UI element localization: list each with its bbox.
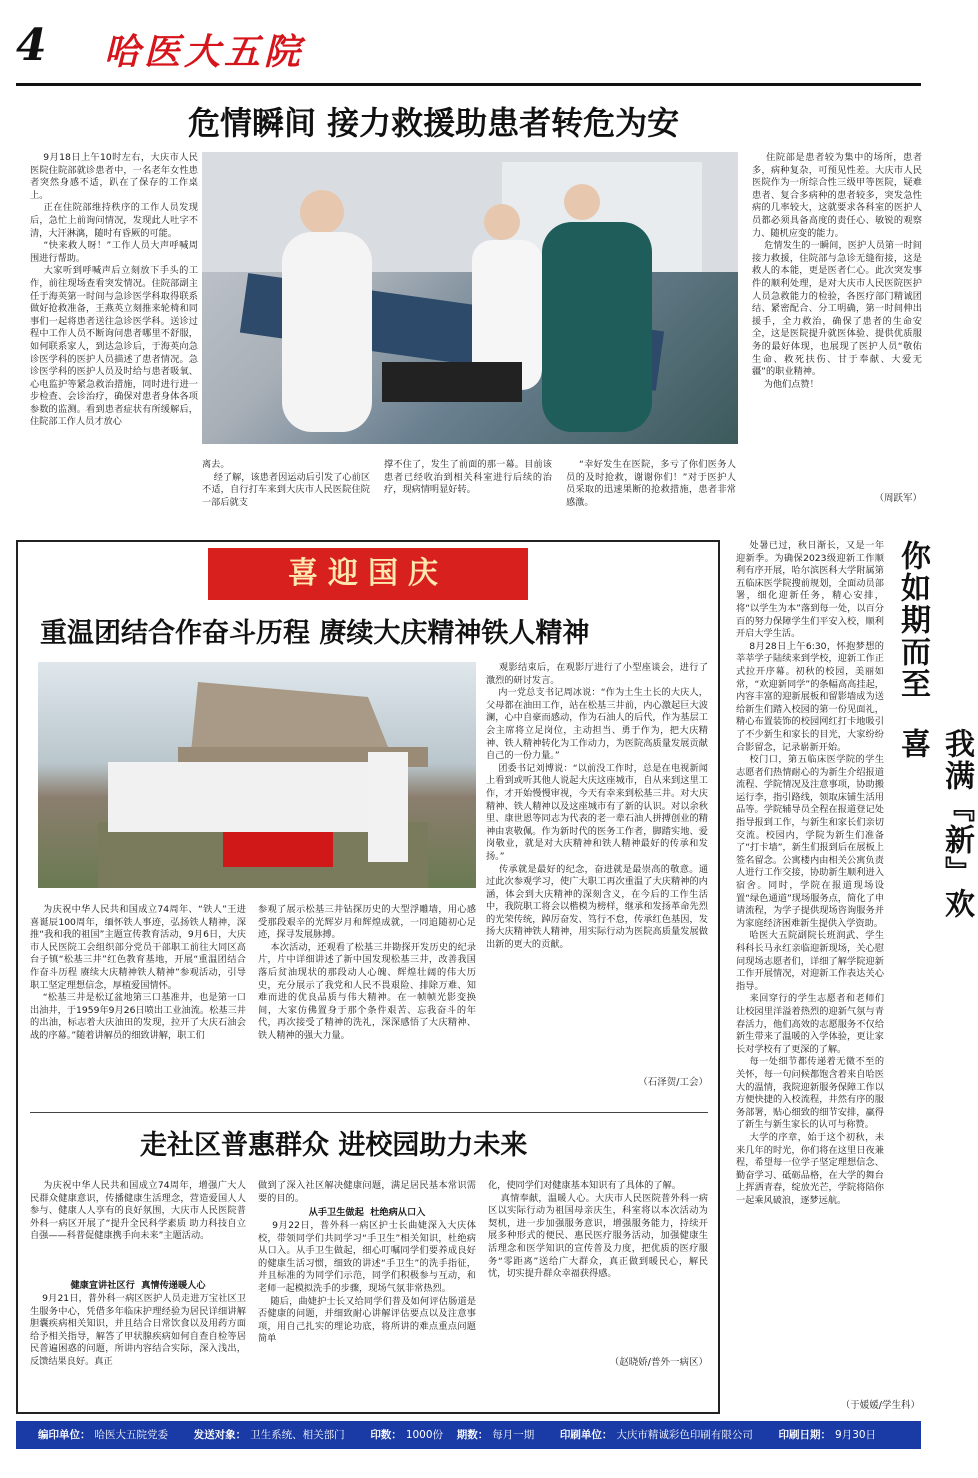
masthead-logo: 哈医大五院 (104, 31, 305, 73)
article2-photo (38, 662, 476, 888)
article3-subhead1: 健康宣讲社区行 真情传递暖人心 (70, 1280, 206, 1291)
article3-col2-wrap (258, 1180, 476, 1400)
article3-col1-wrap (30, 1180, 246, 1400)
article2-bottom-mid: 参观了展示松基三井钻探历史的大型浮雕墙，用心感受那段艰辛的光辉岁月和辉煌成就，一同追随初心足迹，探寻发展脉搏。 本次活动，还观看了松基三井勘探开发历史的纪录片，片中详细讲述了新中国发现松基三井，改善我国落后贫油现状的那段动人心魄、辉煌壮阔的伟大历史，充分展示了我党和人民不畏艰险、排除万难、知难而进的优良品质与伟大精神。在一帧帧光影变换间，大家仿佛置身于那个条件艰苦、忘我奋斗的年代，再次接受了精神的洗礼，深深感悟了大庆精神、铁人精神的强大力量。 (258, 904, 477, 1041)
article1-col1: 9月18日上午10时左右，大庆市人民医院住院部就诊患者中，一名老年女性患者突然身感不适，趴在了保存的工作桌上。 正在住院部维持秩序的工作人员发现后，急忙上前询问情况，发现此人吐字不清，大汗淋漓，随时有昏厥的可能。 “快来救人呀！”工作人员大声呼喊周围进行帮助。 大家听到呼喊声后立刻放下手头的工作，前往现场查看突发情况。住院部副主任于海英第一时间与急诊医学科取得联系做好抢救准备，王燕英立刻推来轮椅和同事们一起将患者送往急诊医学科。送诊过程中工作人员不断询问患者哪里不舒服，如何联系家人，到达急诊后，于海英向急诊医学科的医护人员描述了患者情况。急诊医学科的医护人员及时给与患者吸氧、心电监护等紧急救治措施，同时进行进一步检查、会诊治疗，确保对患者身体各项参数的监测。看到患者症状有所缓解后，住院部工作人员才放心 (30, 152, 199, 428)
article3-subhead2: 从手卫生做起 杜绝病从口入 (308, 1207, 426, 1218)
footer-date: 印刷日期： 9月30日 (778, 1429, 877, 1441)
article1-col4: 住院部是患者较为集中的场所，患者多，病种复杂，可预见性差。大庆市人民医院作为一所综合性三级甲等医院，疑难患者、复合多病种的患者较多，突发急性病的几率较大，这就要求各科室的医护人员都必须具备高度的责任心、敏锐的观察力、随机应变的能力。 危情发生的一瞬间，医护人员第一时间接力救援，住院部与急诊无缝衔接，这是救人的本能，更是医者仁心。此次突发事件的顺利处理，是对大庆市人民医院医护人员急救能力的检验，各医疗部门精诚团结、紧密配合、分工明确，第一时间伸出援手，全力救治，确保了患者的生命安全，这是医院提升就医体验、提供优质服务的最好体现，也展现了医护人员“敬佑生命、救死扶伤、甘于奉献、大爱无疆”的职业精神。 为他们点赞！ (752, 152, 923, 390)
page-number: 4 (16, 20, 47, 71)
article3-title: 走社区普惠群众 进校园助力未来 (140, 1130, 528, 1161)
footer-copies: 印数： 1000份 (370, 1429, 444, 1441)
article1-photo (202, 152, 738, 444)
article1-caption-col1: 离去。 经了解，该患者因运动后引发了心前区不适，自行打车来到大庆市人民医院住院一部后就支 (202, 459, 371, 508)
article4-title-line2: 我满『新』欢喜 (895, 728, 974, 920)
section-banner: 喜迎国庆 (208, 548, 528, 600)
footer-printer: 印刷单位： 大庆市精诚彩色印刷有限公司 (559, 1429, 753, 1441)
article3-col2b: 9月22日，普外科一病区护士长曲婕深入大庆体校，带领同学们共同学习“手卫生”相关知识，杜绝病从口入。从手卫生做起，细心叮嘱同学们要养成良好的健康生活习惯，细致的讲述“手卫生”的洗手指征，并且标准的为同学们示范，同学们积极参与互动，和老师一起模拟洗手的步骤，现场气氛非常热烈。 随后，曲婕护士长又给同学们普及如何评估肠道是否健康的问题，并细致耐心讲解评估要点以及注意事项，用自己扎实的理论功底，将所讲的难点重点问题简单 (258, 1220, 477, 1345)
article3-col1b: 9月21日，普外科一病区医护人员走进万宝社区卫生服务中心，凭借多年临床护理经验为居民详细讲解胆囊疾病相关知识，并且结合日常饮食以及用药方面给予相关指导，解答了甲状腺疾病如何自查自检等居民普遍困惑的问题，所讲内容结合实际，深入浅出，反馈结果良好。真正 (30, 1293, 246, 1367)
footer-bar (16, 1421, 921, 1449)
article1-caption-col3: “幸好发生在医院，多亏了你们医务人员的及时抢救，谢谢你们！”对于医护人员采取的迅速果断的抢救措施，患者非常感激。 (566, 459, 736, 508)
article2-bottom-left: 为庆祝中华人民共和国成立74周年、“铁人”王进喜诞辰100周年，缅怀铁人事迹，弘扬铁人精神，深推“我和我的祖国”主题宣传教育活动，9月6日，大庆市人民医院工会组织部分党员干部职工前往大同区高台子镇“松基三井”红色教育基地，开展“重温团结合作奋斗历程 赓续大庆精神铁人精神”参观活动，引导职工坚定理想信念，厚植爱国情怀。 “松基三井是松辽盆地第三口基准井，也是第一口出油井，于1959年9月26日喷出工业油流。松基三井的出油，标志着大庆油田的发现，拉开了大庆石油会战的序幕。”随着讲解员的细致讲解，职工们 (30, 904, 246, 1041)
header-divider (16, 83, 921, 86)
article4-text: 处暑已过，秋日渐长，又是一年迎新季。为确保2023级迎新工作顺利有序开展，哈尔滨医科大学附属第五临床医学院搜前规划，全面动员部署，细化迎新任务，精心安排，将“以学生为本”落到每一处，以百分百的努力保障学生们平安入校，顺利开启大学生活。 8月28日上午6:30，怀抱梦想的莘莘学子陆续来到学校，迎新工作正式拉开序幕。初秋的校园，美丽如常，“欢迎新同学”的条幅高高挂起，内容丰富的迎新展板和留影墙成为送给新生们踏入校园的第一份见面礼，精心布置装饰的校园网红打卡地吸引了不少新生和家长的目光，大家纷纷合影留念，记录崭新开始。 校门口，第五临床医学院的学生志愿者们热情耐心的为新生介绍报道流程、学院情况及注意事项，协助搬运行李，指引路线，领取床铺生活用品等。学院辅导员全程在报道登记处指导报到工作，与新生和家长们亲切交流。校园内，学院为新生们准备了“打卡墙”，新生们报到后在展板上签名留念。公寓楼内由相关公寓负责人进行工作交接，协助新生顺利进入宿舍。同时，学院在报道现场设置“绿色通道”现场服务点，简化了申请流程，为学子提供现场咨询服务并为家庭经济困难新生提供入学资助。 哈医大五院副院长班润武、学生科科长马永红亲临迎新现场，关心慰问现场志愿者们，详细了解学院迎新工作开展情况，对迎新工作表达关心指导。 来回穿行的学生志愿者和老师们让校园里洋溢着热烈的迎新气氛与青春活力，他们高效的志愿服务不仅给新生带来了温暖的入学体验，更让家长对学校有了更深的了解。 每一处细节都传递着无微不至的关怀，每一句问候都饱含着来自哈医大的温情，我院迎新服务保障工作以方便快捷的入校流程，井然有序的服务部署，贴心细致的细节安排，赢得了新生与新生家长的认可与称赞。 大学的序章，始于这个初秋，未来几年的时光，你们将在这里日夜兼程，希望每一位学子坚定理想信念、勤奋学习、砥砺品格，在大学的舞台上挥洒青春，绽放光芒，学院将陪你一起乘风破浪，逐梦远航。 (736, 540, 885, 1206)
article1-caption-col2: 撑不住了，发生了前面的那一幕。目前该患者已经收治到相关科室进行后续的治疗，现病情明显好转。 (384, 459, 552, 496)
article2-title: 重温团结合作奋斗历程 赓续大庆精神铁人精神 (40, 618, 590, 649)
article3-credit: （赵晓娇/普外一病区） (609, 1357, 708, 1368)
article1-title: 危情瞬间 接力救援助患者转危为安 (188, 104, 680, 142)
article3-col1: 为庆祝中华人民共和国成立74周年，增强广大人民群众健康意识，传播健康生活理念，营造爱国人人参与、健康人人享有的良好氛围，大庆市人民医院普外科一病区开展了“提升全民科学素质 助力科技自立自强——科普促健康携手向未来”主题活动。 (30, 1180, 246, 1242)
article4-credit: （于媛媛/学生科） (840, 1400, 920, 1411)
article2-credit: （石泽贺/工会） (638, 1077, 708, 1088)
rescue-scene-image (202, 152, 738, 444)
footer-target: 发送对象： 卫生系统、相关部门 (193, 1429, 345, 1441)
article3-col3: 化，使同学们对健康基本知识有了具体的了解。 真情奉献，温暖人心。大庆市人民医院普外科一病区以实际行动为祖国母亲庆生，科室将以本次活动为契机，进一步加强服务意识，增强服务能力，持续开展多种形式的便民、惠民医疗服务活动，加强健康生活理念和医学知识的宣传普及力度，把优质的医疗服务“零距离”送给广大群众，真正做到暖民心，解民忧，切实提升群众幸福获得感。 (488, 1180, 708, 1280)
article1-credit: （周跃军） (874, 493, 922, 504)
footer-issue: 期数： 每月一期 (456, 1429, 535, 1441)
article3-divider (30, 1112, 708, 1113)
article4-title-line1: 你如期而至 (895, 540, 930, 700)
article2-right-col: 观影结束后，在观影厅进行了小型座谈会，进行了激烈的研讨发言。 内一党总支书记周冰说：“作为土生土长的大庆人，父母都在油田工作，站在松基三井前，内心激起巨大波澜，心中自豪而感动，作为石油人的后代，作为基层工会主席将立足岗位，主动担当、勇于作为，把大庆精神、铁人精神转化为工作动力，为医院高质量发展贡献自己的一份力量。” 团委书记刘博说：“以前没工作时，总是在电视新闻上看到或听其他人说起大庆这座城市，自从来到这里工作，才开始慢慢审视，今天有幸来到松基三井。对大庆精神、铁人精神以及这座城市有了新的认识。对以余秋里、康世恩等同志为代表的老一辈石油人拼搏创业的精神由衷敬佩。作为新时代的医务工作者，脚踏实地、爱岗敬业，就是对大庆精神和铁人精神最好的传承和发扬。” 传承就是最好的纪念，奋进就是最崇高的敬意。通过此次参观学习，使广大职工再次重温了大庆精神的内涵，体会到大庆精神的深刻含义，在今后的工作生活中，我院职工将会以楷模为榜样，继承和发扬革命先烈的光荣传统，踔厉奋发、笃行不怠，传承红色基因，发扬大庆精神铁人精神，用实际行动为医院高质量发展做出新的更大的贡献。 (486, 662, 709, 951)
article3-col2: 做到了深入社区解决健康问题，满足居民基本常识需要的目的。 (258, 1180, 476, 1204)
group-photo-image (38, 662, 476, 888)
footer-unit: 编印单位： 哈医大五院党委 (38, 1429, 168, 1441)
